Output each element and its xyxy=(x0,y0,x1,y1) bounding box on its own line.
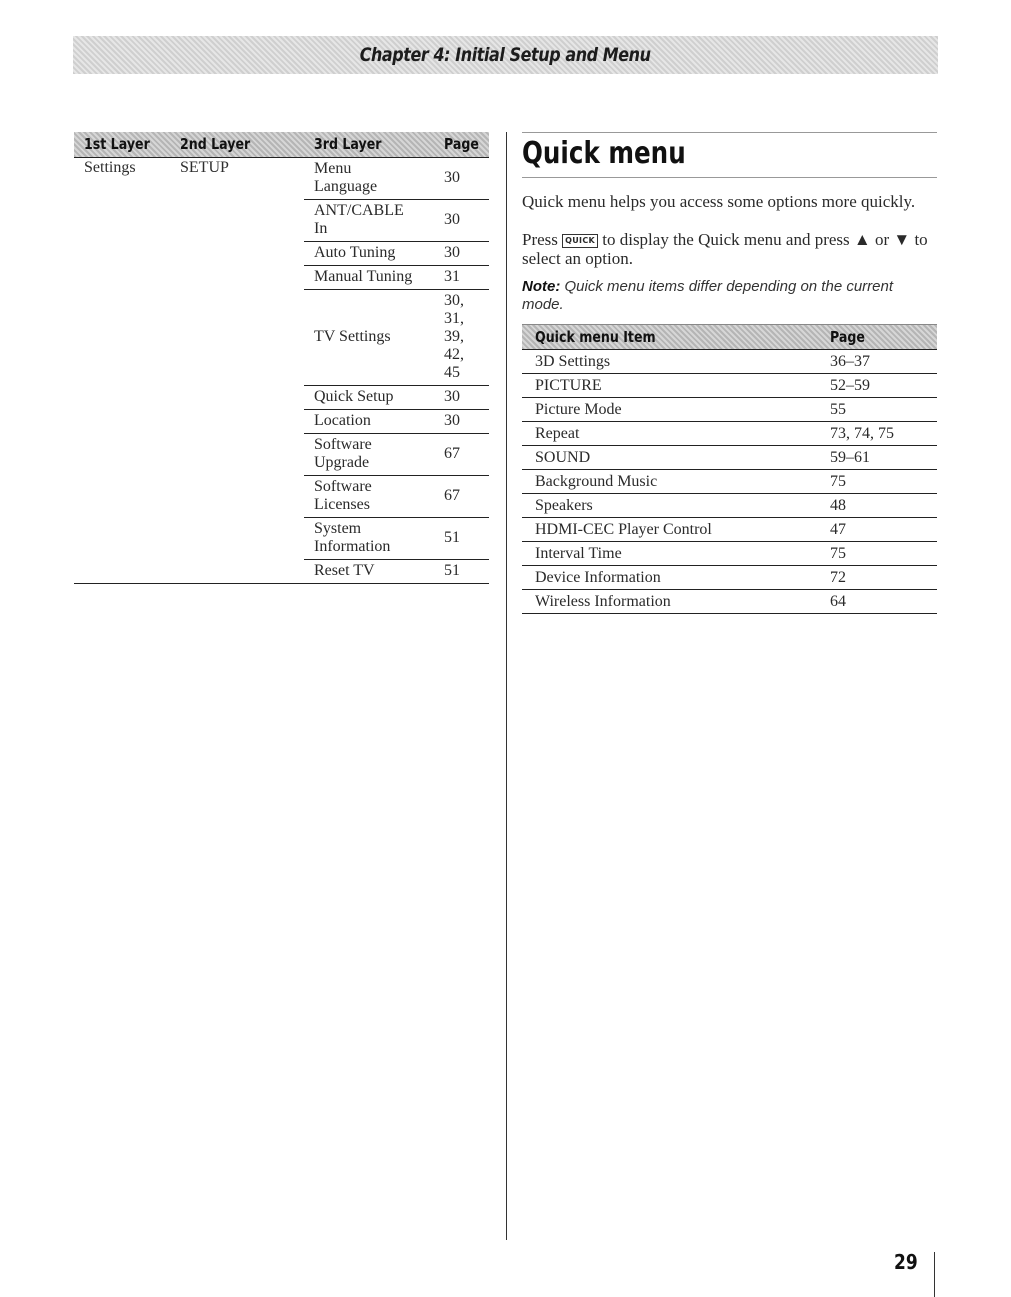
quick-menu-item: PICTURE xyxy=(535,377,602,394)
note-text: Quick menu items differ depending on the current mode. xyxy=(522,278,894,313)
press-suffix: to display the Quick menu and press ▲ or ▼ to select an option. xyxy=(522,230,928,268)
header-quick-menu-item: Quick menu Item xyxy=(535,328,656,346)
menu-table-row xyxy=(304,289,489,386)
layer2-setup: SETUP xyxy=(180,159,229,176)
header-2nd-layer: 2nd Layer xyxy=(180,135,251,153)
third-layer-page: 30 xyxy=(444,388,460,405)
quick-menu-item-page: 64 xyxy=(830,593,846,610)
quick-menu-item: Picture Mode xyxy=(535,401,622,418)
menu-layer-table xyxy=(74,132,489,584)
third-layer-page: 30 xyxy=(444,244,460,261)
menu-table-row xyxy=(304,517,489,560)
quick-menu-row xyxy=(522,494,937,518)
quick-menu-item-page: 75 xyxy=(830,473,846,490)
third-layer-item: Manual Tuning xyxy=(314,268,413,285)
third-layer-item: Reset TV xyxy=(314,562,375,579)
menu-table-bottom-rule xyxy=(74,583,489,584)
header-1st-layer: 1st Layer xyxy=(84,135,150,153)
third-layer-page: 30 xyxy=(444,169,460,186)
column-divider xyxy=(506,132,507,1240)
third-layer-item: Location xyxy=(314,412,371,429)
third-layer-item: Auto Tuning xyxy=(314,244,396,261)
note-label: Note: xyxy=(522,278,561,295)
menu-table-row xyxy=(304,433,489,476)
third-layer-item: Menu Language xyxy=(314,160,378,195)
third-layer-item: TV Settings xyxy=(314,328,391,345)
third-layer-page: 51 xyxy=(444,529,460,546)
header-3rd-layer: 3rd Layer xyxy=(314,135,382,153)
quick-menu-item: 3D Settings xyxy=(535,353,611,370)
third-layer-page: 30 xyxy=(444,211,460,228)
menu-table-row xyxy=(304,409,489,434)
third-layer-page: 30, 31, 39, 42, 45 xyxy=(444,292,464,381)
third-layer-page: 30 xyxy=(444,412,460,429)
quick-menu-item: Speakers xyxy=(535,497,593,514)
quick-menu-item-page: 72 xyxy=(830,569,846,586)
quick-menu-item-page: 36–37 xyxy=(830,353,870,370)
menu-table-row xyxy=(304,559,489,584)
page-number-rule xyxy=(934,1252,935,1297)
quick-menu-item: Wireless Information xyxy=(535,593,671,610)
quick-menu-intro: Quick menu helps you access some options more quickly. xyxy=(522,192,916,211)
menu-table-header xyxy=(74,132,489,158)
quick-menu-item-page: 52–59 xyxy=(830,377,870,394)
menu-table-row xyxy=(304,385,489,410)
quick-menu-item: SOUND xyxy=(535,449,591,466)
quick-menu-row xyxy=(522,374,937,398)
chapter-banner xyxy=(73,36,938,74)
quick-menu-note xyxy=(522,278,937,314)
quick-menu-row xyxy=(522,350,937,374)
quick-menu-item-page: 47 xyxy=(830,521,846,538)
quick-menu-row xyxy=(522,446,937,470)
quick-menu-item-page: 55 xyxy=(830,401,846,418)
header-quick-page: Page xyxy=(830,328,865,346)
menu-table-row xyxy=(304,241,489,266)
third-layer-page: 51 xyxy=(444,562,460,579)
quick-menu-heading-bar xyxy=(522,132,937,178)
quick-menu-row xyxy=(522,566,937,590)
third-layer-page: 67 xyxy=(444,445,460,462)
quick-menu-item: Device Information xyxy=(535,569,661,586)
third-layer-item: Software Upgrade xyxy=(314,436,372,471)
quick-button-icon: QUICK xyxy=(562,234,598,248)
third-layer-item: System Information xyxy=(314,520,391,555)
page-number: 29 xyxy=(894,1250,918,1274)
quick-menu-item: Background Music xyxy=(535,473,658,490)
third-layer-page: 67 xyxy=(444,487,460,504)
press-prefix: Press xyxy=(522,230,558,249)
quick-menu-item-page: 48 xyxy=(830,497,846,514)
layer1-settings: Settings xyxy=(84,159,136,176)
quick-menu-row xyxy=(522,542,937,566)
quick-menu-row xyxy=(522,398,937,422)
quick-menu-item-page: 73, 74, 75 xyxy=(830,425,894,442)
quick-menu-table xyxy=(522,324,937,614)
menu-table-row xyxy=(304,265,489,290)
third-layer-item: Software Licenses xyxy=(314,478,372,513)
quick-menu-row xyxy=(522,518,937,542)
menu-table-row xyxy=(304,475,489,518)
quick-menu-title: Quick menu xyxy=(522,136,686,171)
menu-table-row xyxy=(304,157,489,200)
third-layer-item: ANT/CABLE In xyxy=(314,202,404,237)
quick-menu-row xyxy=(522,470,937,494)
quick-menu-item-page: 75 xyxy=(830,545,846,562)
quick-menu-item: HDMI-CEC Player Control xyxy=(535,521,712,538)
header-page: Page xyxy=(444,135,479,153)
quick-menu-instruction xyxy=(522,230,937,268)
quick-table-header xyxy=(522,324,937,350)
chapter-title: Chapter 4: Initial Setup and Menu xyxy=(360,44,651,66)
third-layer-item: Quick Setup xyxy=(314,388,394,405)
quick-menu-item: Interval Time xyxy=(535,545,622,562)
menu-table-row xyxy=(304,199,489,242)
third-layer-page: 31 xyxy=(444,268,460,285)
quick-menu-item: Repeat xyxy=(535,425,580,442)
quick-menu-row xyxy=(522,422,937,446)
quick-menu-item-page: 59–61 xyxy=(830,449,870,466)
quick-menu-row xyxy=(522,590,937,614)
